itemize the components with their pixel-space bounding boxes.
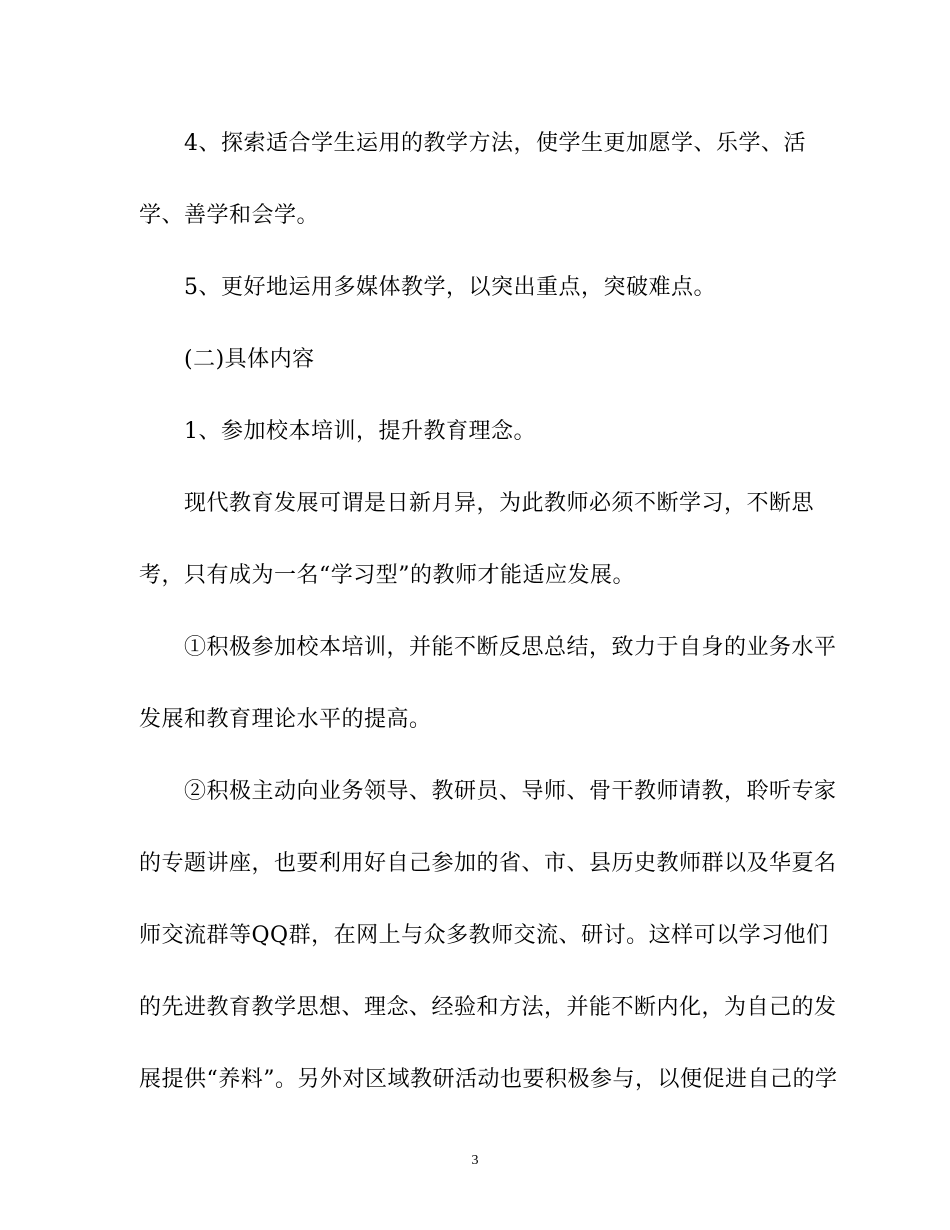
text-line: 考，只有成为一名“学习型”的教师才能适应发展。 (139, 563, 635, 588)
text-line: 的专题讲座，也要利用好自己参加的省、市、县历史教师群以及华夏名 (139, 851, 837, 876)
section-heading: (二)具体内容 (184, 347, 315, 372)
text-line: 的先进教育教学思想、理念、经验和方法，并能不断内化，为自己的发 (139, 995, 837, 1020)
text-line: 师交流群等QQ群，在网上与众多教师交流、研讨。这样可以学习他们 (139, 923, 829, 948)
text-line: 1、参加校本培训，提升教育理念。 (184, 419, 536, 444)
page-number: 3 (471, 1153, 479, 1168)
text-line: ①积极参加校本培训，并能不断反思总结，致力于自身的业务水平 (184, 635, 837, 660)
text-line: ②积极主动向业务领导、教研员、导师、骨干教师请教，聆听专家 (184, 779, 837, 804)
text-line: 学、善学和会学。 (139, 203, 320, 228)
text-line: 发展和教育理论水平的提高。 (139, 707, 432, 732)
text-line: 展提供“养料”。另外对区域教研活动也要积极参与，以便促进自己的学 (139, 1067, 838, 1092)
document-body (139, 125, 838, 1133)
text-line: 5、更好地运用多媒体教学，以突出重点，突破难点。 (184, 275, 716, 300)
text-line: 4、探索适合学生运用的教学方法，使学生更加愿学、乐学、活 (184, 131, 806, 156)
text-line: 现代教育发展可谓是日新月异，为此教师必须不断学习，不断思 (184, 491, 815, 516)
